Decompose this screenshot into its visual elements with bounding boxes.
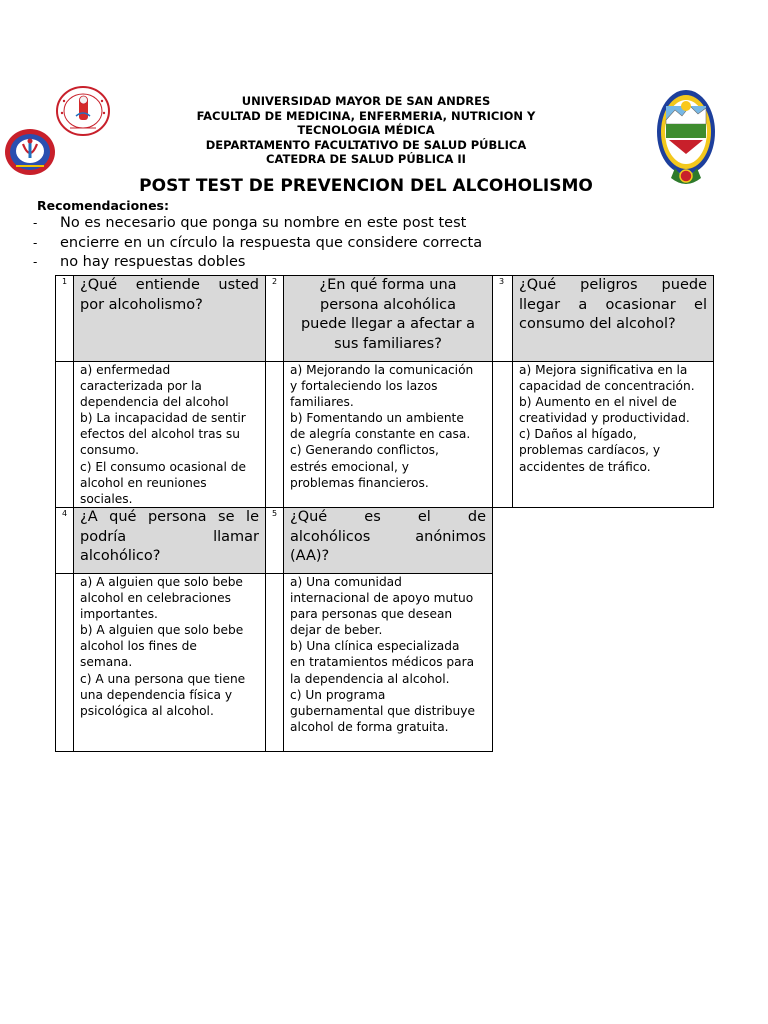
answer-line: a) enfermedad bbox=[80, 363, 171, 377]
answer-line: b) Aumento en el nivel de bbox=[519, 395, 677, 410]
recommendations-heading: Recomendaciones: bbox=[37, 198, 169, 213]
answer-line: semana. bbox=[80, 655, 133, 670]
answer-line: b) A alguien que solo bebe bbox=[80, 623, 244, 638]
recommendation-item: - encierre en un círculo la respuesta que considere correcta bbox=[33, 234, 483, 251]
answers-3-cell bbox=[512, 361, 714, 508]
faculty-name-continued: TECNOLOGIA MÉDICA bbox=[297, 123, 435, 137]
answer-line: problemas financieros. bbox=[290, 475, 429, 490]
answer-line: de alegría constante en casa. bbox=[290, 427, 471, 442]
blank-number-cell bbox=[492, 361, 513, 508]
answer-line: caracterizada por la bbox=[80, 379, 202, 394]
answer-line: estrés emocional, y bbox=[290, 459, 410, 474]
answer-line: en tratamientos médicos para bbox=[290, 655, 475, 670]
answer-line: a) Mejorando la comunicación bbox=[290, 363, 474, 377]
department-name: DEPARTAMENTO FACULTATIVO DE SALUD PÚBLICA bbox=[205, 137, 527, 152]
question-number-cell: 2 bbox=[265, 275, 284, 362]
answer-line: accidentes de tráfico. bbox=[519, 459, 651, 474]
salud-publica-logo bbox=[4, 128, 56, 176]
answer-line: c) Un programa bbox=[290, 687, 386, 702]
answer-line: gubernamental que distribuye bbox=[290, 703, 475, 718]
answer-line: b) Una clínica especializada bbox=[290, 639, 460, 654]
umsa-logo bbox=[655, 84, 717, 190]
recommendation-item: - No es necesario que ponga su nombre en este post test bbox=[33, 215, 467, 231]
blank-number-cell bbox=[265, 361, 284, 508]
question-number-cell: 3 bbox=[492, 275, 513, 362]
answer-line: problemas cardíacos, y bbox=[519, 443, 661, 458]
answer-line: c) A una persona que tiene bbox=[80, 671, 246, 686]
answers-4-cell bbox=[73, 573, 266, 752]
question-3-cell: ¿Qué peligros puede llegar a ocasionar el consumo del alcohol? bbox=[512, 275, 714, 362]
answer-line: a) Mejora significativa en la bbox=[519, 363, 688, 377]
blank-number-cell bbox=[265, 573, 284, 752]
answer-line: capacidad de concentración. bbox=[519, 379, 695, 394]
blank-number-cell bbox=[55, 573, 74, 752]
question-4-cell: ¿A qué persona se le podría llamar alcohólico? bbox=[73, 507, 266, 574]
question-number-cell: 4 bbox=[55, 507, 74, 574]
answer-line: importantes. bbox=[80, 607, 158, 622]
answer-line: c) Daños al hígado, bbox=[519, 427, 637, 442]
answer-line: dejar de beber. bbox=[290, 623, 383, 638]
answer-line: alcohol de forma gratuita. bbox=[290, 719, 449, 734]
answer-line: psicológica al alcohol. bbox=[80, 703, 214, 718]
answer-line: a) Una comunidad bbox=[290, 575, 402, 589]
answer-line: una dependencia física y bbox=[80, 687, 233, 702]
answer-line: alcohol los fines de bbox=[80, 639, 197, 654]
question-2-cell: ¿En qué forma una persona alcohólica puede llegar a afectar a sus familiares? bbox=[283, 275, 493, 362]
answer-line: alcohol en reuniones bbox=[80, 475, 207, 490]
answer-line: y fortaleciendo los lazos bbox=[290, 379, 438, 394]
facultad-medicina-logo bbox=[56, 86, 110, 136]
answer-line: internacional de apoyo mutuo bbox=[290, 591, 474, 606]
answer-line: familiares. bbox=[290, 395, 354, 410]
answer-line: b) Fomentando un ambiente bbox=[290, 411, 464, 426]
question-1-cell: ¿Qué entiende usted por alcoholismo? bbox=[73, 275, 266, 362]
recommendations-list bbox=[33, 214, 482, 273]
answer-line: creatividad y productividad. bbox=[519, 411, 690, 426]
answers-5-cell bbox=[283, 573, 493, 752]
question-number-cell: 1 bbox=[55, 275, 74, 362]
question-5-cell: ¿Qué es el de alcohólicos anónimos (AA)? bbox=[283, 507, 493, 574]
answer-line: a) A alguien que solo bebe bbox=[80, 575, 243, 589]
recommendation-item: - no hay respuestas dobles bbox=[33, 254, 246, 271]
answer-line: para personas que desean bbox=[290, 607, 453, 622]
faculty-name: FACULTAD DE MEDICINA, ENFERMERIA, NUTRICION Y bbox=[196, 108, 536, 123]
page-title: POST TEST DE PREVENCION DEL ALCOHOLISMO bbox=[139, 176, 593, 196]
answer-line: consumo. bbox=[80, 443, 139, 458]
answer-line: c) Generando conflictos, bbox=[290, 443, 439, 458]
answer-line: b) La incapacidad de sentir bbox=[80, 411, 246, 426]
chair-name: CATEDRA DE SALUD PÚBLICA II bbox=[266, 152, 466, 166]
university-name: UNIVERSIDAD MAYOR DE SAN ANDRES bbox=[241, 94, 491, 108]
answer-line: c) El consumo ocasional de bbox=[80, 459, 246, 474]
answer-line: la dependencia al alcohol. bbox=[290, 671, 450, 686]
blank-number-cell bbox=[55, 361, 74, 508]
answer-line: dependencia del alcohol bbox=[80, 395, 229, 410]
answer-line: efectos del alcohol tras su bbox=[80, 427, 240, 442]
answers-1-cell bbox=[73, 361, 266, 508]
answer-line: alcohol en celebraciones bbox=[80, 591, 231, 606]
answers-2-cell bbox=[283, 361, 493, 508]
answer-line: sociales. bbox=[80, 491, 133, 506]
question-number-cell: 5 bbox=[265, 507, 284, 574]
institution-header bbox=[150, 94, 582, 167]
